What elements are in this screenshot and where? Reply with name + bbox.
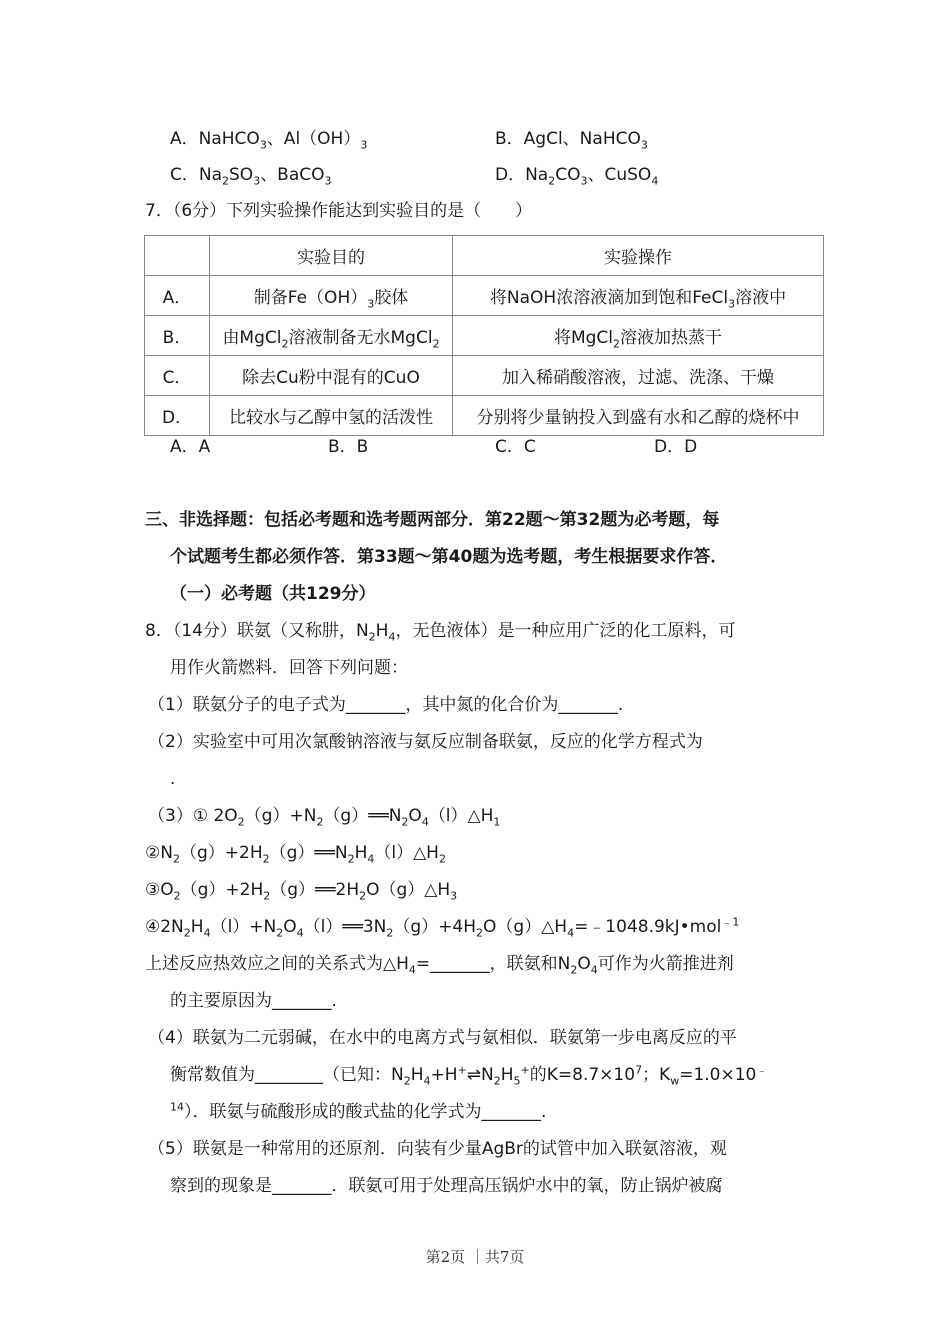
q8-part2-dot: .: [170, 769, 176, 789]
q8-equation-3: $③O_2(g)+2H_2(g)══2H_2O(g)\triangle H_3$: [145, 880, 458, 903]
q6-option-c: C．$Na_2SO_3$、BaCO$_3$: [170, 165, 332, 188]
header-operation: 实验操作: [453, 236, 824, 276]
q8-part5-line1: （5）联氨是一种常用的还原剂．向装有少量AgBr的试管中加入联氨溶液，观: [148, 1139, 727, 1159]
q7-choice-c: C．C: [495, 437, 536, 457]
row-label: D．: [145, 396, 210, 436]
q8-part4-line2: 衡常数值为________（已知：$N_2H_4+H^+\rightleftharpoons N_2H_5^+$的$K=8.7\times 10^7$；$K_w=1.0\times 10^﹣$: [170, 1063, 768, 1088]
q8-part5-line2: 察到的现象是_______．联氨可用于处理高压锅炉水中的氧，防止锅炉被腐: [170, 1176, 723, 1196]
q7-choice-a: A．A: [170, 437, 211, 457]
q8-part2: （2）实验室中可用次氯酸钠溶液与氨反应制备联氨，反应的化学方程式为: [148, 732, 703, 752]
q8-equation-2: $②N_2(g)+2H_2(g)══N_2H_4(l)\triangle H_2$: [145, 843, 446, 866]
row-operation: 将NaOH浓溶液滴加到饱和FeCl$_3$溶液中: [453, 276, 824, 316]
row-purpose: 比较水与乙醇中氢的活泼性: [210, 396, 453, 436]
table-header-row: [145, 236, 824, 276]
q7-choice-b: B．B: [328, 437, 369, 457]
row-operation: 分别将少量钠投入到盛有水和乙醇的烧杯中: [453, 396, 824, 436]
q8-equation-1: （3）① $2O_2(g)+N_2(g)══N_2O_4(l)\triangle H_1$: [148, 806, 501, 829]
row-purpose: 除去Cu粉中混有的CuO: [210, 356, 453, 396]
header-purpose: 实验目的: [210, 236, 453, 276]
row-purpose: 由MgCl$_2$溶液制备无水MgCl$_2$: [210, 316, 453, 356]
q8-part4-line3: $^{14}$）．联氨与硫酸形成的酸式盐的化学式为_______.: [170, 1100, 547, 1122]
table-row: [145, 356, 824, 396]
table-row: [145, 396, 824, 436]
section3-heading-line2: 个试题考生都必须作答．第33题～第40题为选考题，考生根据要求作答．: [170, 547, 728, 567]
section3-part1-title: （一）必考题（共129分）: [170, 584, 376, 604]
table-row: [145, 276, 824, 316]
table-row: [145, 316, 824, 356]
q8-stem-line1: 8．（14分）联氨（又称肼，$N_2H_4$，无色液体）是一种应用广泛的化工原料，可: [145, 621, 736, 644]
q8-part4-line1: （4）联氨为二元弱碱，在水中的电离方式与氨相似．联氨第一步电离反应的平: [148, 1028, 737, 1048]
q8-part3-line2: 的主要原因为_______.: [170, 991, 337, 1011]
q7-table: [144, 235, 824, 436]
q8-part3-line1: 上述反应热效应之间的关系式为$\triangle H_4=\_\_\_\_\_\_\_$，联氨和$N_2O_4$可作为火箭推进剂: [145, 954, 734, 977]
q8-stem-line2: 用作火箭燃料．回答下列问题：: [170, 658, 408, 678]
row-operation: 将MgCl$_2$溶液加热蒸干: [453, 316, 824, 356]
q7-choice-d: D．D: [654, 437, 698, 457]
q8-part1: （1）联氨分子的电子式为_______，其中氮的化合价为_______.: [148, 695, 624, 715]
q8-equation-4: $④2N_2H_4(l)+N_2O_4(l)══3N_2(g)+4H_2O(g)\triangle H_4=﹣1048.9kJ•mol^{﹣1}$: [145, 915, 740, 940]
row-label: C．: [145, 356, 210, 396]
row-purpose: 制备$Fe(OH)_3$胶体: [210, 276, 453, 316]
q6-option-a: A．NaHCO$_3$、$Al(OH)_3$: [170, 129, 368, 152]
row-operation: 加入稀硝酸溶液，过滤、洗涤、干燥: [453, 356, 824, 396]
q6-option-b: B．AgCl、NaHCO$_3$: [495, 129, 648, 152]
section3-heading-line1: 三、非选择题：包括必考题和选考题两部分．第22题～第32题为必考题，每: [145, 510, 720, 530]
row-label: A．: [145, 276, 210, 316]
row-label: B．: [145, 316, 210, 356]
q6-option-d: D．$Na_2CO_3$、CuSO$_4$: [495, 165, 659, 188]
q7-stem: 7．（6分）下列实验操作能达到实验目的是（ ）: [145, 201, 533, 221]
page-footer: 第2页 ｜共7页: [425, 1248, 525, 1266]
